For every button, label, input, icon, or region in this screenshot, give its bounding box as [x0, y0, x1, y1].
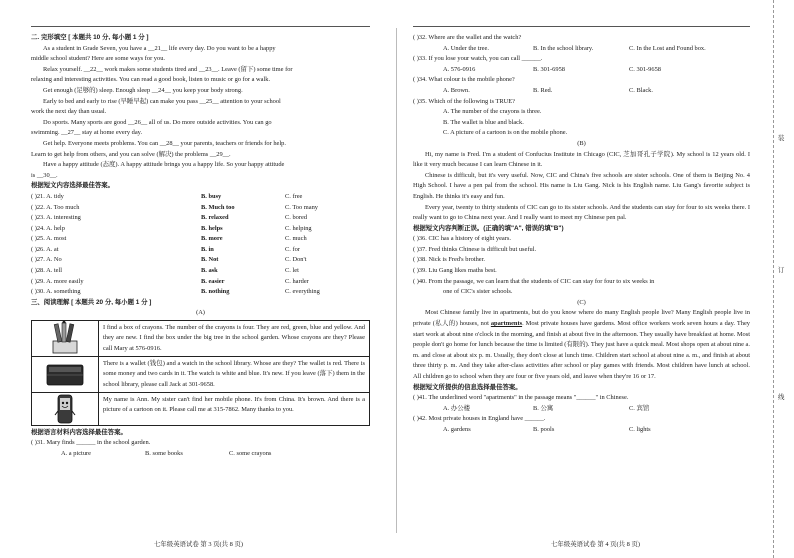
option-b[interactable]: B. Much too [201, 203, 235, 211]
option-row [31, 192, 370, 203]
option-c[interactable]: C. some crayons [229, 450, 272, 457]
option-q-a[interactable]: ( )27. A. No [31, 256, 62, 264]
phone-image [32, 393, 99, 425]
option-a[interactable]: A. a picture [61, 450, 91, 457]
binding-mark: 线 [778, 394, 785, 401]
option-a[interactable]: A. The number of the crayons is three. [443, 108, 542, 116]
question-31: ( )31. Mary finds ______ in the school garden. [31, 439, 151, 447]
page-3-footer: 七年级英语试卷 第 3 页(共 8 页) [154, 541, 243, 548]
notices-table [31, 320, 370, 426]
binding-mark: 装 [778, 135, 785, 142]
option-row [31, 245, 370, 256]
passage-b-label: (B) [577, 139, 586, 147]
option-b[interactable]: B. helps [201, 224, 223, 232]
option-a[interactable]: A. Brown. [443, 86, 470, 94]
crayons-image [32, 321, 99, 356]
question-37: ( )37. Fred thinks Chinese is difficult but useful. [413, 245, 537, 253]
question-42: ( )42. Most private houses in England have ______. [413, 415, 546, 423]
q33-options [413, 65, 750, 76]
option-b[interactable]: B. ask [201, 267, 218, 275]
question-35: ( )35. Which of the following is TRUE? [413, 97, 515, 105]
section3-title: 三、阅读理解 [ 本题共 20 分, 每小题 1 分 ] [31, 298, 152, 306]
question-40-continued: one of CIC's sister schools. [443, 288, 513, 296]
cloze-line: Early to bed and early to rise (早睡早起) can make you pass __25__ attention to your school [43, 97, 281, 105]
question-36: ( )36. CIC has a history of eight years. [413, 235, 511, 243]
passage-a-label: (A) [196, 309, 205, 317]
question-33: ( )33. If you lose your watch, you can call ______. [413, 55, 543, 63]
option-b[interactable]: B. more [201, 235, 223, 243]
option-row [31, 266, 370, 277]
option-b[interactable]: B. busy [201, 192, 222, 200]
q34-options [413, 86, 750, 97]
option-b[interactable]: B. Not [201, 256, 219, 264]
option-a[interactable]: A. 办公楼 [443, 404, 470, 412]
cloze-line: Have a happy attitude (态度). A happy attitude brings you a happy life. So your happy attitude [43, 161, 285, 169]
cloze-line: Do sports. Many sports are good __26__ all of us. Do more outside activities. You can go [43, 118, 272, 126]
cloze-line: relaxing and interesting activities. You can read a good book, listen to music or go for a walk. [31, 76, 271, 84]
option-q-a[interactable]: ( )28. A. tell [31, 267, 63, 275]
option-q-a[interactable]: ( )29. A. more easily [31, 277, 84, 285]
notice-text: I find a box of crayons. The number of the crayons is four. They are red, green, blue and yellow. And they are new. I find the box under the big tree in the school garden. Whose crayons are they? Please call Mary at 576-0916. [103, 324, 365, 352]
option-b[interactable]: B. 公寓 [533, 404, 554, 412]
underlined-word: apartments [490, 320, 523, 328]
notice-row [32, 392, 369, 425]
option-c[interactable]: C. harder [285, 277, 309, 285]
option-q-a[interactable]: ( )30. A. something [31, 288, 81, 296]
option-b[interactable]: B. nothing [201, 288, 230, 296]
option-c[interactable]: C. for [285, 245, 300, 253]
section2-title: 二. 完形填空 [ 本题共 10 分, 每小题 1 分 ] [31, 34, 149, 41]
option-q-a[interactable]: ( )21. A. tidy [31, 192, 64, 200]
option-c[interactable]: C. much [285, 235, 307, 243]
cloze-line: Relax yourself. __22__ work makes some students tired and __23__. Leave (留下) some time for [43, 65, 293, 73]
option-c[interactable]: C. everything [285, 288, 320, 296]
option-q-a[interactable]: ( )26. A. at [31, 245, 59, 253]
page-4-footer: 七年级英语试卷 第 4 页(共 8 页) [551, 541, 640, 548]
option-q-a[interactable]: ( )25. A. most [31, 235, 67, 243]
option-b[interactable]: B. 301-6958 [533, 65, 565, 73]
q41-options [413, 404, 750, 415]
page-3-content [31, 33, 370, 460]
passage-c-label: (C) [577, 298, 586, 306]
cloze-line: Get enough (足够的) sleep. Enough sleep __24__ you keep your body strong. [43, 86, 243, 94]
cloze-line: middle school student? Here are some ways for you. [31, 55, 165, 63]
option-q-a[interactable]: ( )24. A. help [31, 224, 65, 232]
q32-options [413, 44, 750, 55]
option-a[interactable]: A. gardens [443, 425, 471, 433]
notice-text: My name is Ann. My sister can't find her mobile phone. It's from China. It's brown. And there is a picture of a cartoon on it. Please call me at 315-7862. Many thanks to you. [103, 395, 365, 414]
question-39: ( )39. Liu Gang likes maths best. [413, 267, 497, 275]
page-4 [397, 0, 794, 558]
q31-options [31, 449, 370, 460]
binding-mark: 订 [778, 267, 785, 274]
option-c[interactable]: C. Black. [629, 86, 653, 94]
cloze-options [31, 192, 370, 298]
notice-row [32, 356, 369, 392]
option-row [31, 277, 370, 288]
cloze-line: Get help. Everyone meets problems. You can __28__ your parents, teachers or friends for help. [43, 139, 286, 147]
option-c[interactable]: C. Too many [285, 203, 318, 211]
cloze-line: As a student in Grade Seven, you have a __21__ life every day. Do you want to be a happy [43, 44, 276, 52]
question-41: ( )41. The underlined word "apartments" in the passage means "______" in Chinese. [413, 394, 629, 402]
question-40: ( )40. From the passage, we can learn that the students of CIC can stay for four to six weeks in [413, 277, 655, 285]
option-c[interactable]: C. free [285, 192, 303, 200]
wallet-image [32, 357, 99, 392]
question-34: ( )34. What colour is the mobile phone? [413, 76, 515, 84]
option-c[interactable]: C. let [285, 267, 299, 275]
option-b[interactable]: B. The wallet is blue and black. [443, 118, 524, 126]
passage-b-paragraph: Hi, my name is Fred. I'm a student of Confucius Institute in Chicago (CIC, 芝加哥孔子学院). My school is 12 years old. I like it very much because I can learn Chinese in it. [413, 150, 750, 169]
option-c[interactable]: C. 301-9658 [629, 65, 661, 73]
option-row [31, 213, 370, 224]
q42-options [413, 425, 750, 436]
option-b[interactable]: B. pools [533, 425, 555, 433]
question-38: ( )38. Nick is Fred's brother. [413, 256, 485, 264]
option-b[interactable]: B. In the school library. [533, 44, 594, 52]
cloze-passage [31, 44, 370, 182]
notices-instruction: 根据语言材料内容选择最佳答案。 [31, 428, 127, 436]
option-c[interactable]: C. In the Lost and Found box. [629, 44, 706, 52]
cloze-instruction: 根据短文内容选择最佳答案。 [31, 182, 115, 190]
cloze-line: work the next day than usual. [31, 108, 107, 116]
option-row [31, 203, 370, 214]
passage-c-paragraph: Most Chinese family live in apartments, but do you know where do many English people live? Many English people live in private (私人的) houses, not apartments. Most private houses have gardens. Most office workers work seven hours a day. They start work at about nine o'clock in the morning, and finish at about five in the afternoon. They usually have breakfast at home. Most people don't go home for lunch because the time is limited (有限的). They just have a quick meal. Most shops open at about nine a. m. and close at about six p. m. Usually, they don't close at lunch time. Children start school at about nine a. m., and finish at about three thirty p. m. And they take after-class activities after school or play games with friends. Most children have lunch at school. All children go to school when they are four or five years old, and leave when they're 16 or 17. [413, 309, 750, 380]
option-c[interactable]: C. lights [629, 425, 651, 433]
option-q-a[interactable]: ( )22. A. Too much [31, 203, 80, 211]
option-q-a[interactable]: ( )23. A. interesting [31, 214, 81, 222]
notice-text: There is a wallet (钱包) and a watch in the school library. Whose are they? The wallet is red. There is some money and two cards in it. The watch is white and blue. It's new. If you leave (落下) them in the school library, please call Jack at 301-9658. [103, 359, 365, 388]
passage-b-paragraph: Every year, twenty to thirty students of CIC can go to its sister schools. And the students can stay for four to six weeks there. I really want to go to China next year. And I really want to meet my Chinese pen pal. [413, 203, 750, 222]
option-row [31, 224, 370, 235]
option-c[interactable]: C. 宾馆 [629, 404, 650, 412]
option-b[interactable]: B. some books [145, 450, 183, 457]
option-a[interactable]: A. 576-0916 [443, 65, 476, 73]
option-row [31, 287, 370, 298]
c-instruction: 根据短文所提供的信息选择最佳答案。 [413, 383, 522, 391]
cloze-line: swimming. __27__ stay at home every day. [31, 129, 143, 137]
option-c[interactable]: C. helping [285, 224, 312, 232]
option-row [31, 255, 370, 266]
passage-b-paragraph: Chinese is difficult, but it's very useful. Now, CIC and China's five schools are sister schools. One of them is Beijing No. 4 High School. I have a pen pal from the school. His name is Liu Gang. Nick is his English name. Liu Gang's favorite subject is English. He thinks it's easy and fun. [413, 171, 750, 200]
option-row [31, 234, 370, 245]
option-b[interactable]: B. easier [201, 277, 225, 285]
cloze-line: Learn to get help from others, and you can solve (解决) the problems __29__. [31, 150, 231, 158]
binding-margin [773, 0, 788, 558]
option-b[interactable]: B. relaxed [201, 214, 229, 222]
page-4-content [413, 33, 750, 436]
option-c[interactable]: C. bored [285, 214, 308, 222]
notice-row [32, 321, 369, 356]
cloze-line: is __30__. [31, 171, 58, 179]
tf-instruction: 根据短文内容判断正误。(正确的填"A", 错误的填"B") [413, 224, 564, 232]
option-a[interactable]: A. Under the tree. [443, 44, 489, 52]
option-c[interactable]: C. Don't [285, 256, 307, 264]
option-b[interactable]: B. in [201, 245, 214, 253]
question-32: ( )32. Where are the wallet and the watch? [413, 34, 522, 41]
option-c[interactable]: C. A picture of a cartoon is on the mobile phone. [443, 129, 568, 137]
option-b[interactable]: B. Red. [533, 86, 553, 94]
